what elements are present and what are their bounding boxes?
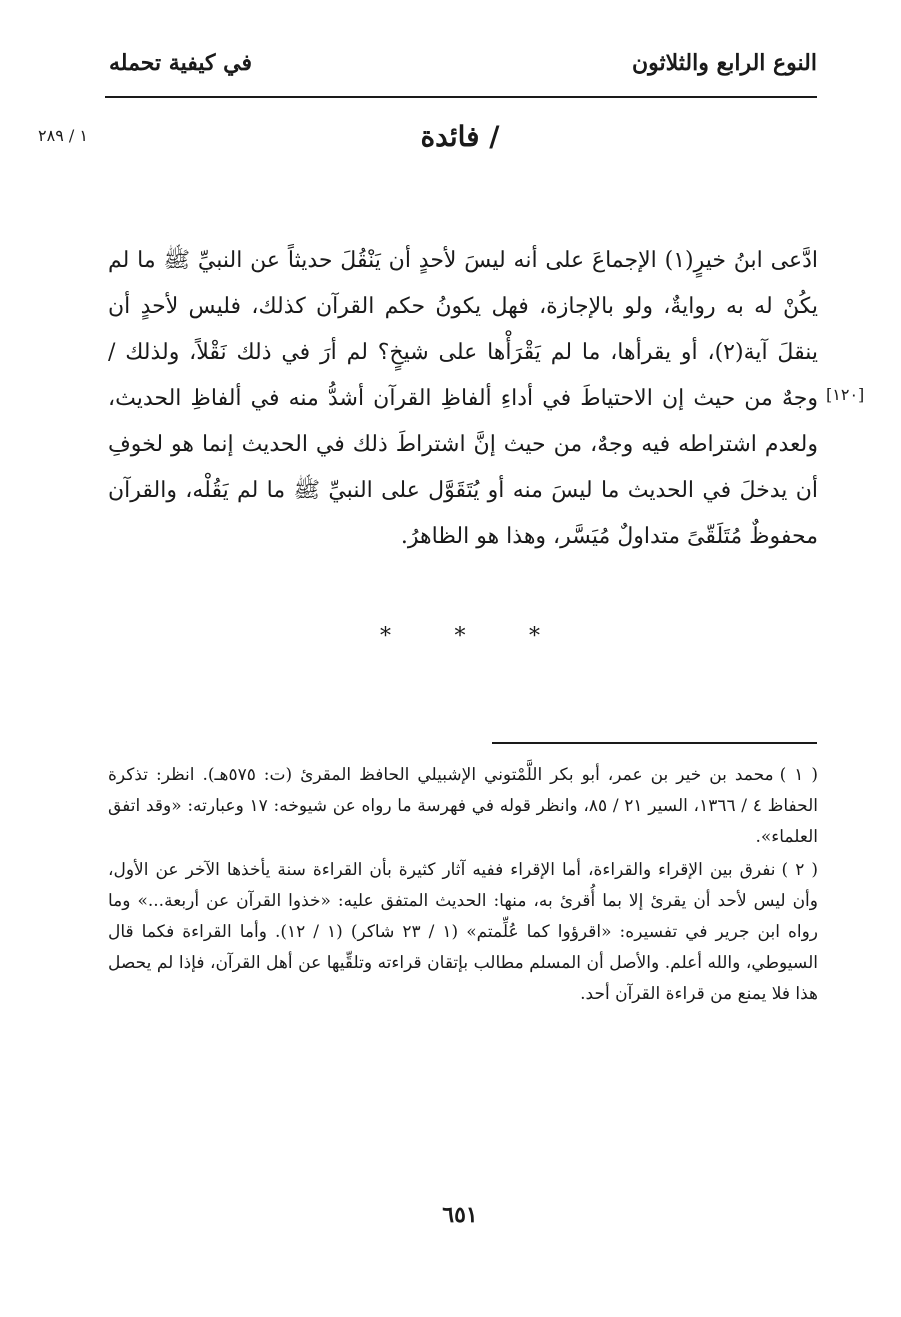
separator-star: * [380,624,391,649]
header-chapter-title: النوع الرابع والثلاثون [631,50,817,76]
page-reference: ١ / ٢٨٩ [38,126,88,145]
section-title: / فائدة [420,120,500,153]
footnote-number: ( ١ ) [779,765,818,785]
main-paragraph: ادَّعى ابنُ خيرٍ(١) الإجماعَ على أنه ليسَ لأحدٍ أن يَنْقُلَ حديثاً عن النبيِّ ﷺ ما لم يكُنْ له به روايةٌ، ولو بالإجازة، فهل يكونُ حكم القرآن كذلك، فليس لأحدٍ أن ينقلَ آية(٢)، أو يقرأها، ما لم يَقْرَأْها على شيخٍ؟ لم أرَ في ذلك نَقْلاً، ولذلك / وجهٌ من حيث إن الاحتياطَ في أداءِ ألفاظِ القرآن أشدُّ منه في ألفاظِ الحديث، ولعدم اشتراطه فيه وجهٌ، من حيث إنَّ اشتراطَ ذلك في الحديث إنما هو لخوفِ أن يدخلَ في الحديث ما ليسَ منه أو يُتَقَوَّل على النبيِّ ﷺ ما لم يَقُلْه، والقرآن محفوظٌ مُتَلَقّىً متداولٌ مُيَسَّر، وهذا هو الظاهرُ. [108,248,818,549]
footnote-divider [492,742,817,744]
page-number: ٦٥١ [442,1202,478,1228]
margin-reference: [١٢٠] [826,385,865,404]
footnote-number: ( ٢ ) [781,860,818,880]
footnote [108,760,818,853]
page-header [105,46,817,98]
separator-stars [380,624,540,649]
footnote-text: محمد بن خير بن عمر، أبو بكر اللَّمْتوني الإشبيلي الحافظ المقرئ (ت: ٥٧٥هـ). انظر: تذكرة الحفاظ ٤ / ١٣٦٦، السير ٢١ / ٨٥، وانظر قوله في فهرسة ما رواه عن شيوخه: ١٧ وعبارته: «وقد اتفق العلماء». [108,765,819,847]
footnotes [108,760,818,1012]
separator-star: * [529,624,540,649]
header-section-title: في كيفية تحمله [109,50,252,76]
footnote-text: نفرق بين الإقراء والقراءة، أما الإقراء ففيه آثار كثيرة بأن القراءة سنة يأخذها الآخر عن الأول، وأن ليس لأحد أن يقرئ إلا بما أُقرئ به، منها: الحديث المتفق عليه: «خذوا القرآن عن أربعة...» وما رواه ابن جرير في تفسيره: «اقرؤوا كما عُلِّمتم» (١ / ٢٣ شاكر) (١ / ١٢). وأما القراءة فكما قال السيوطي، والله أعلم. والأصل أن المسلم مطالب بإتقان قراءته وتلقِّيها عن أهل القرآن، فإذا لم يحصل هذا فلا يمنع من قراءة القرآن أحد. [108,860,818,1004]
separator-star: * [454,624,466,649]
main-text [108,238,818,560]
footnote [108,855,818,1010]
